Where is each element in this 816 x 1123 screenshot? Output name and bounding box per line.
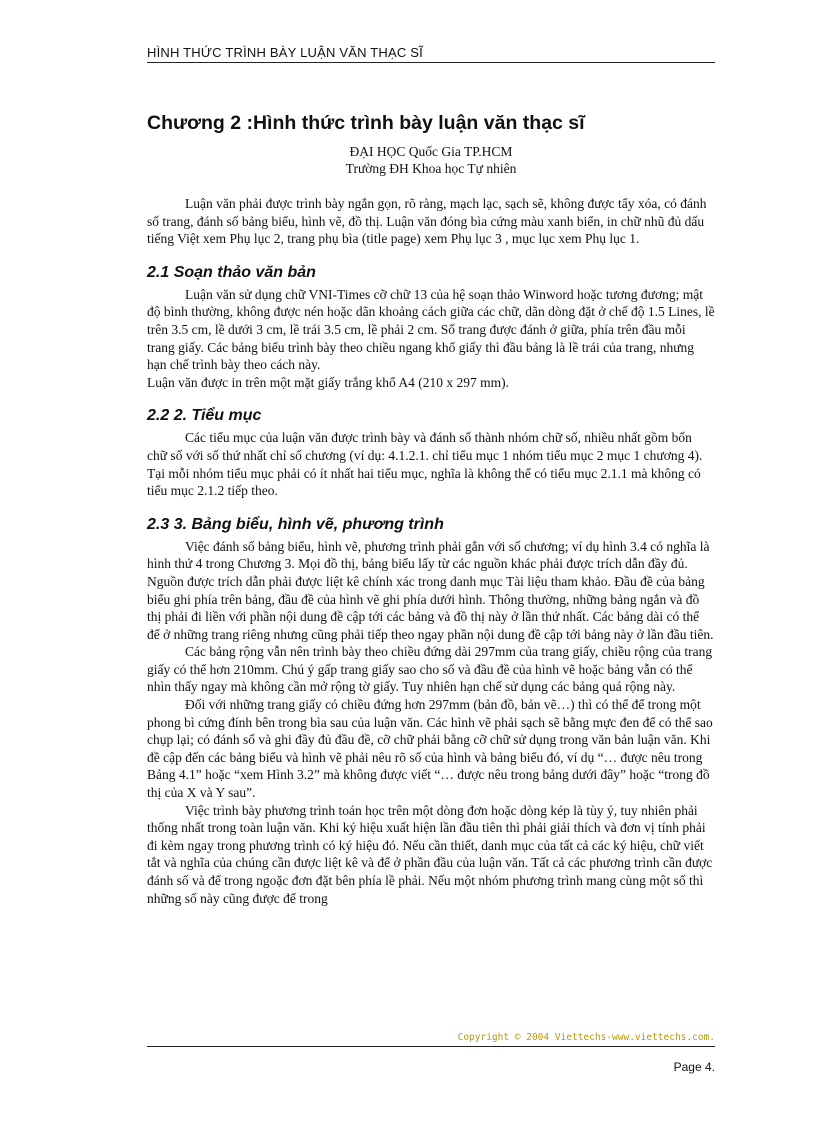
paragraph: Các tiểu mục của luận văn được trình bày và đánh số thành nhóm chữ số, nhiều nhất gồm bốn chữ số với số thứ nhất chỉ số chương (ví dụ: 4.1.2.1. chỉ tiểu mục 1 nhóm tiểu mục 2 mục 1 chương 4). Tại mỗi nhóm tiểu mục phải có ít nhất hai tiểu mục, nghĩa là không thể có tiểu mục 2.1.1 mà không có tiểu mục 2.1.2 tiếp theo. xyxy=(147,430,703,499)
intro-paragraph: Luận văn phải được trình bày ngắn gọn, rõ ràng, mạch lạc, sạch sẽ, không được tẩy xóa, có đánh số trang, đánh số bảng biểu, hình vẽ, đồ thị. Luận văn đóng bìa cứng màu xanh biển, in chữ nhũ đủ dấu tiếng Việt xem Phụ lục 2, trang phụ bìa (title page) xem Phụ lục 3 , mục lục xem Phụ lục 1. xyxy=(147,196,707,247)
page-number: Page 4. xyxy=(673,1060,715,1074)
section-heading-2-1: 2.1 Soạn thảo văn bản xyxy=(147,263,316,281)
paragraph: Việc trình bày phương trình toán học trên một dòng đơn hoặc dòng kép là tùy ý, tuy nhiên phải thống nhất trong toàn luận văn. Khi ký hiệu xuất hiện lần đầu tiên thì phải giải thích và đơn vị tính phải đi kèm ngay trong phương trình có ký hiệu đó. Nếu cần thiết, danh mục của tất cả các ký hiệu, chữ viết tắt và nghĩa của chúng cần được liệt kê và để ở phần đầu của luận văn. Tất cả các phương trình cần được đánh số và để trong ngoặc đơn đặt bên phía lề phải. Nếu một nhóm phương trình mang cùng một số thì những số này cũng được để trong xyxy=(147,802,713,906)
page-content xyxy=(147,112,715,907)
chapter-title: Chương 2 :Hình thức trình bày luận văn thạc sĩ xyxy=(147,112,585,134)
running-header: HÌNH THỨC TRÌNH BÀY LUẬN VĂN THẠC SĨ xyxy=(147,45,715,63)
section-heading-2-2: 2.2 2. Tiểu mục xyxy=(147,407,262,425)
paragraph: Việc đánh số bảng biểu, hình vẽ, phương trình phải gắn với số chương; ví dụ hình 3.4 có nghĩa là hình thứ 4 trong Chương 3. Mọi đồ thị, bảng biểu lấy từ các nguồn khác phải được trích dẫn đầy đủ. Nguồn được trích dẫn phải được liệt kê chính xác trong danh mục Tài liệu tham khảo. Đầu đề của bảng biểu ghi phía trên bảng, đầu đề của hình vẽ ghi phía dưới hình. Thông thường, những bảng ngắn và đồ thị phải đi liền với phần nội dung đề cập tới các bảng và đồ thị này ở lần thứ nhất. Các bảng dài có thể để ở những trang riêng nhưng cũng phải tiếp theo ngay phần nội dung đề cập tới bảng này ở lần đầu tiên. xyxy=(147,538,714,642)
copyright-notice: Copyright © 2004 Viettechs-www.viettechs.com. xyxy=(147,1032,715,1047)
paragraph: Luận văn được in trên một mặt giấy trắng khổ A4 (210 x 297 mm). xyxy=(147,374,510,390)
paragraph: Các bảng rộng vẫn nên trình bày theo chiều đứng dài 297mm của trang giấy, chiều rộng của trang giấy có thể hơn 210mm. Chú ý gấp trang giấy sao cho số và đầu đề của hình vẽ hoặc bảng vẫn có thể nhìn thấy ngay mà không cần mở rộng tờ giấy. Tuy nhiên hạn chế sử dụng các bảng quá rộng này. xyxy=(147,644,713,695)
paragraph: Luận văn sử dụng chữ VNI-Times cỡ chữ 13 của hệ soạn thảo Winword hoặc tương đương; mật độ bình thường, không được nén hoặc dãn khoảng cách giữa các chữ, dãn dòng đặt ở chế độ 1.5 Lines, lề trên 3.5 cm, lề dưới 3 cm, lề trái 3.5 cm, lề phải 2 cm. Số trang được đánh ở giữa, phía trên đầu mỗi trang giấy. Các bảng biểu trình bày theo chiều ngang khổ giấy thì đầu bảng là lề trái của trang, nhưng hạn chế trình bày theo cách này. xyxy=(147,286,715,373)
section-heading-2-3: 2.3 3. Bảng biểu, hình vẽ, phương trình xyxy=(147,515,444,533)
school-name: Trường ĐH Khoa học Tự nhiên xyxy=(345,161,517,176)
university-name: ĐẠI HỌC Quốc Gia TP.HCM xyxy=(349,144,513,159)
paragraph: Đối với những trang giấy có chiều đứng hơn 297mm (bản đồ, bản vẽ…) thì có thể để trong một phong bì cứng đính bên trong bìa sau của luận văn. Các hình vẽ phải sạch sẽ bằng mực đen để có thể sao chụp lại; có đánh số và ghi đầy đủ đầu đề, cỡ chữ phải bằng cỡ chữ sử dụng trong văn bản luận văn. Khi đề cập đến các bảng biểu và hình vẽ phải nêu rõ số của hình và bảng biểu đó, ví dụ “… được nêu trong Bảng 4.1” hoặc “xem Hình 3.2” mà không được viết “… được nêu trong bảng dưới đây” hoặc “trong đồ thị của X và Y sau”. xyxy=(147,697,713,801)
